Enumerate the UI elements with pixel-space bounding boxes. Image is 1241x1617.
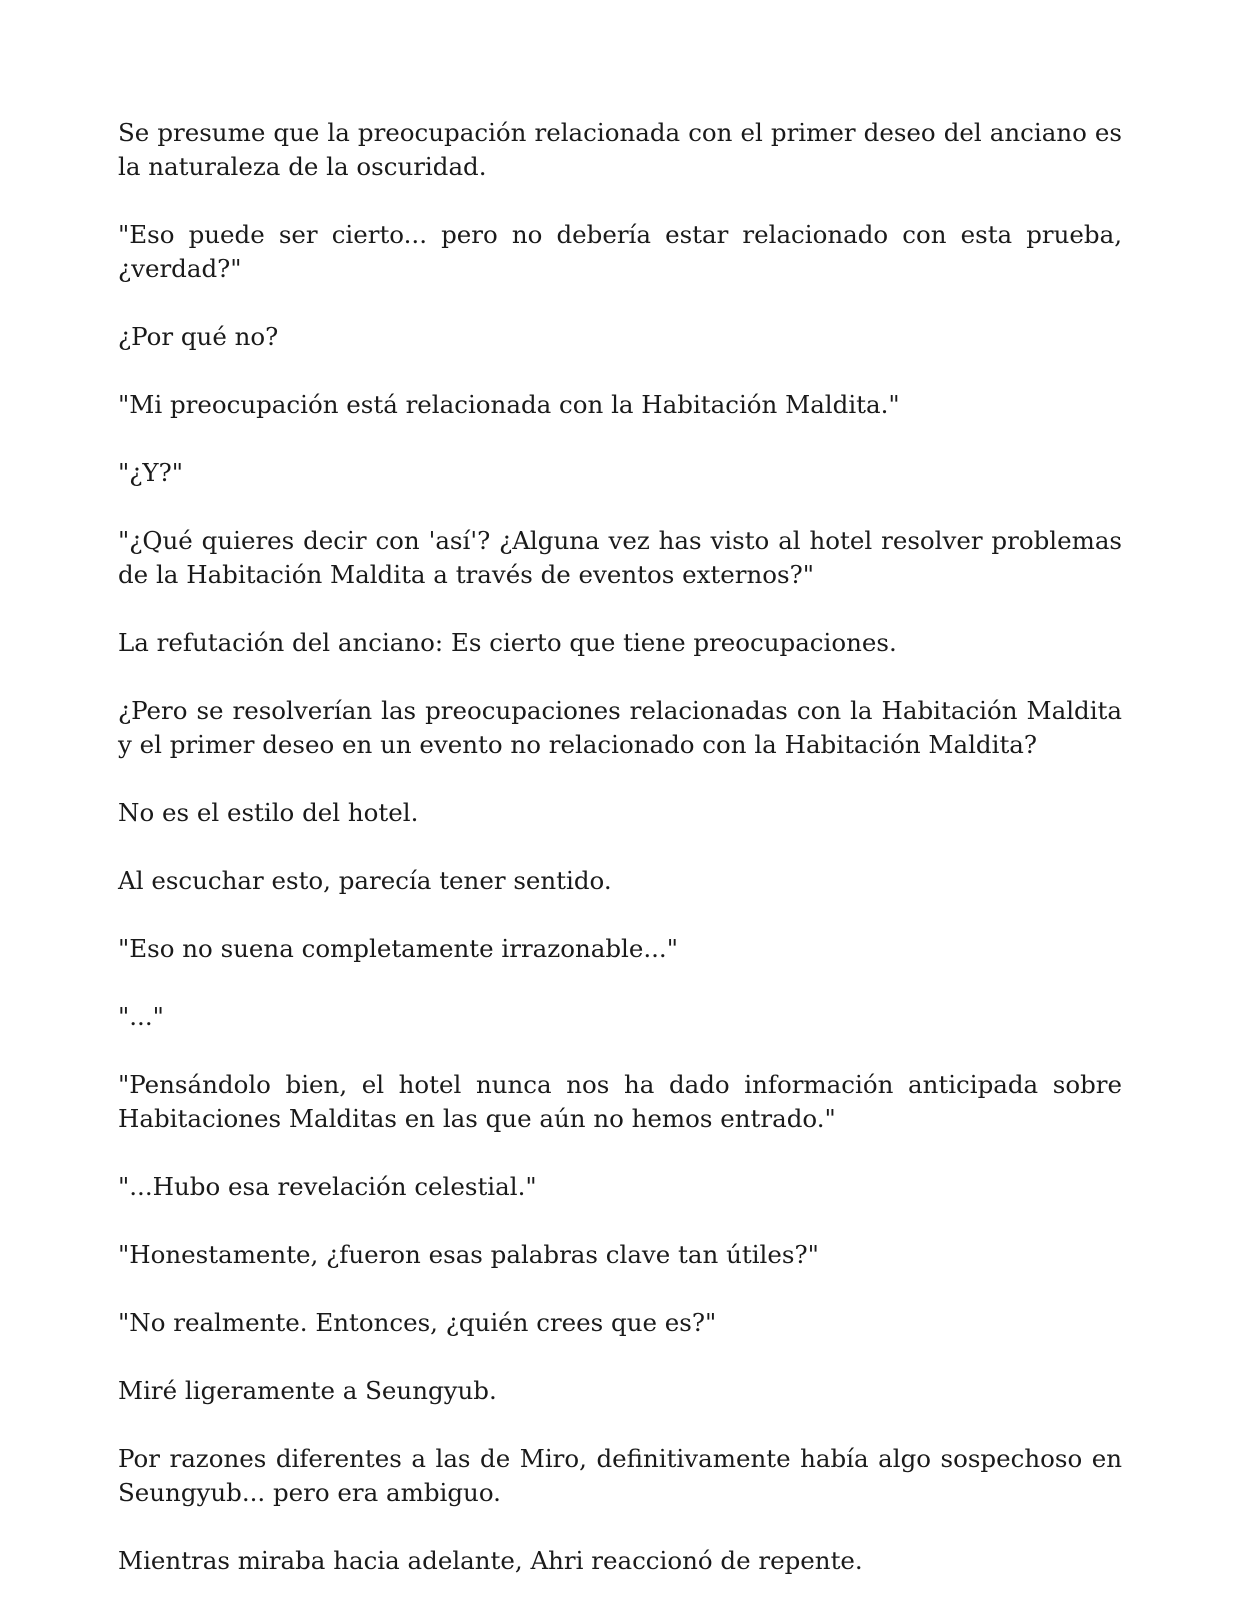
paragraph-19: Mientras miraba hacia adelante, Ahri reaccionó de repente. bbox=[118, 1546, 863, 1575]
paragraph-9: No es el estilo del hotel. bbox=[118, 798, 419, 827]
paragraph-15: "Honestamente, ¿fueron esas palabras clave tan útiles?" bbox=[118, 1240, 819, 1269]
paragraph-8: ¿Pero se resolverían las preocupaciones relacionadas con la Habitación Maldita y el primer deseo en un evento no relacionado con la Habitación Maldita? bbox=[118, 696, 1122, 759]
paragraph-4: "Mi preocupación está relacionada con la Habitación Maldita." bbox=[118, 390, 900, 419]
paragraph-11: "Eso no suena completamente irrazonable..." bbox=[118, 934, 678, 963]
paragraph-2: "Eso puede ser cierto... pero no debería estar relacionado con esta prueba, ¿verdad?" bbox=[118, 220, 1122, 283]
paragraph-3: ¿Por qué no? bbox=[118, 322, 279, 351]
paragraph-12: "..." bbox=[118, 1002, 164, 1031]
paragraph-16: "No realmente. Entonces, ¿quién crees que es?" bbox=[118, 1308, 717, 1337]
paragraph-5: "¿Y?" bbox=[118, 458, 183, 487]
paragraph-13: "Pensándolo bien, el hotel nunca nos ha dado información anticipada sobre Habitaciones Malditas en las que aún no hemos entrado." bbox=[118, 1070, 1122, 1133]
paragraph-17: Miré ligeramente a Seungyub. bbox=[118, 1376, 497, 1405]
paragraph-18: Por razones diferentes a las de Miro, definitivamente había algo sospechoso en Seungyub... pero era ambiguo. bbox=[118, 1444, 1122, 1507]
paragraph-10: Al escuchar esto, parecía tener sentido. bbox=[118, 866, 612, 895]
paragraph-7: La refutación del anciano: Es cierto que tiene preocupaciones. bbox=[118, 628, 897, 657]
paragraph-1: Se presume que la preocupación relacionada con el primer deseo del anciano es la naturaleza de la oscuridad. bbox=[118, 118, 1122, 181]
paragraph-6: "¿Qué quieres decir con 'así'? ¿Alguna vez has visto al hotel resolver problemas de la Habitación Maldita a través de eventos externos?" bbox=[118, 526, 1122, 589]
paragraph-14: "...Hubo esa revelación celestial." bbox=[118, 1172, 537, 1201]
document-page bbox=[118, 116, 1122, 1578]
